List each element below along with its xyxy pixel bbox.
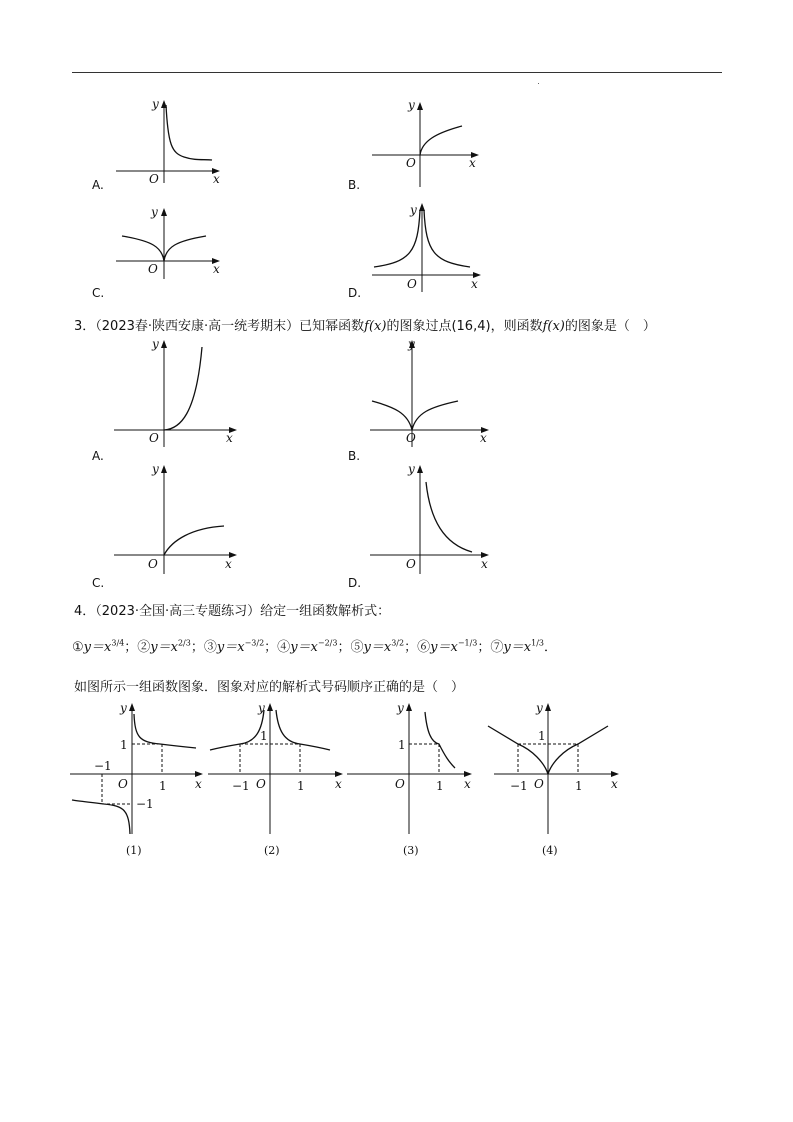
formula-separator: ；	[124, 640, 138, 655]
svg-text:x: x	[213, 262, 220, 276]
q4-formula-5	[350, 640, 404, 655]
q3-text-c: ，则函数	[490, 319, 543, 334]
q3-graph-b	[368, 335, 494, 450]
svg-text:1: 1	[159, 779, 167, 793]
q3-source: （2023春·陕西安康·高一统考期末）	[95, 319, 300, 334]
svg-text:1: 1	[260, 729, 268, 743]
formula-separator: ；	[337, 640, 351, 655]
formula-separator: ；	[264, 640, 278, 655]
q3-option-a[interactable]: A.	[92, 449, 104, 463]
svg-text:−1: −1	[136, 797, 154, 811]
svg-text:1: 1	[538, 729, 546, 743]
formula-base: x	[450, 640, 458, 655]
q4-formula-2	[137, 640, 191, 655]
q4-caption-4: (4)	[542, 844, 558, 857]
q3-option-c[interactable]: C.	[92, 576, 105, 590]
formula-mark: ④	[277, 640, 291, 655]
formula-exponent: 3/4	[111, 638, 125, 648]
svg-text:x: x	[213, 172, 220, 186]
q2-option-b[interactable]: B.	[348, 178, 361, 192]
formula-exponent: −1/3	[457, 638, 478, 648]
q4-formula-4	[277, 640, 337, 655]
svg-text:−1: −1	[510, 779, 528, 793]
formula-separator: ；	[190, 640, 204, 655]
svg-text:x: x	[195, 777, 202, 791]
formula-exponent: −2/3	[317, 638, 338, 648]
svg-text:O: O	[118, 777, 128, 791]
formula-lhs: y＝	[503, 640, 524, 655]
formula-base: x	[237, 640, 245, 655]
q4-source: （2023·全国·高三专题练习）	[95, 604, 261, 619]
svg-text:1: 1	[297, 779, 305, 793]
q4-formula-6	[417, 640, 477, 655]
q4-graph-1	[68, 700, 208, 838]
formula-mark: ⑤	[350, 640, 364, 655]
svg-text:y: y	[152, 462, 159, 476]
q4-caption-3: (3)	[403, 844, 419, 857]
formula-lhs: y＝	[290, 640, 311, 655]
q3-graph-a	[112, 335, 242, 450]
formula-mark: ③	[203, 640, 217, 655]
svg-text:x: x	[464, 777, 471, 791]
svg-text:y: y	[152, 337, 159, 351]
svg-text:O: O	[148, 262, 158, 276]
svg-text:O: O	[534, 777, 544, 791]
speck	[538, 83, 539, 84]
svg-text:x: x	[226, 431, 233, 445]
svg-text:y: y	[408, 337, 415, 351]
q3-option-d[interactable]: D.	[348, 576, 362, 590]
q3-text-d: 的图象是（ ）	[564, 319, 656, 334]
q2-graph-b	[368, 95, 483, 190]
svg-text:O: O	[148, 557, 158, 571]
q2-graph-c	[112, 205, 224, 283]
q2-option-a[interactable]: A.	[92, 178, 104, 192]
q3-text-a: 已知幂函数	[299, 319, 365, 334]
svg-text:y: y	[120, 701, 127, 715]
svg-text:y: y	[408, 98, 415, 112]
formula-base: x	[310, 640, 318, 655]
formula-separator: ；	[477, 640, 491, 655]
formula-base: x	[383, 640, 392, 655]
formula-mark: ⑦	[490, 640, 504, 655]
formula-mark: ②	[137, 640, 151, 655]
svg-text:y: y	[536, 701, 543, 715]
q4-caption-2: (2)	[264, 844, 280, 857]
q3-stem	[74, 315, 656, 334]
svg-text:O: O	[256, 777, 266, 791]
formula-exponent: −3/2	[244, 638, 265, 648]
q2-option-d[interactable]: D.	[348, 286, 362, 300]
svg-text:−1: −1	[94, 759, 112, 773]
q3-point: (16,4)	[451, 319, 491, 334]
q4-prompt: 给定一组函数解析式：	[260, 604, 391, 619]
q2-option-c[interactable]: C.	[92, 286, 105, 300]
formula-mark: ①	[72, 640, 84, 655]
q2-graph-a	[112, 95, 222, 190]
q4-graph-3	[345, 700, 477, 838]
svg-text:1: 1	[120, 738, 128, 752]
svg-text:O: O	[395, 777, 405, 791]
svg-text:x: x	[471, 277, 478, 291]
formula-separator: ．	[544, 640, 558, 655]
svg-text:O: O	[149, 431, 159, 445]
svg-text:O: O	[149, 172, 159, 186]
formula-mark: ⑥	[417, 640, 431, 655]
svg-text:y: y	[152, 97, 159, 111]
svg-text:1: 1	[398, 738, 406, 752]
svg-text:O: O	[406, 156, 416, 170]
svg-text:y: y	[410, 203, 417, 217]
formula-exponent: 3/2	[391, 638, 405, 648]
formula-separator: ；	[404, 640, 418, 655]
header-rule	[72, 72, 722, 73]
svg-text:y: y	[397, 701, 404, 715]
q3-func: f(x)	[364, 319, 387, 334]
q4-stem	[74, 600, 390, 619]
q4-formula-7	[490, 640, 544, 655]
q4-number: 4．	[74, 604, 96, 619]
q4-formula-3	[204, 640, 264, 655]
q4-graph-4	[484, 700, 624, 838]
formula-lhs: y＝	[83, 640, 105, 655]
q2-graph-d	[370, 200, 485, 295]
q3-text-b: 的图象过点	[386, 319, 452, 334]
q3-graph-d	[368, 462, 494, 577]
svg-text:x: x	[335, 777, 342, 791]
formula-lhs: y＝	[150, 640, 171, 655]
formula-exponent: 1/3	[531, 638, 544, 648]
formula-base: x	[523, 640, 532, 655]
svg-text:O: O	[407, 277, 417, 291]
q3-option-b[interactable]: B.	[348, 449, 361, 463]
svg-text:O: O	[406, 431, 416, 445]
formula-base: x	[170, 640, 178, 655]
svg-text:1: 1	[575, 779, 583, 793]
svg-text:x: x	[469, 156, 476, 170]
formula-exponent: 2/3	[177, 638, 191, 648]
formula-base: x	[104, 640, 112, 655]
formula-lhs: y＝	[363, 640, 384, 655]
q3-graph-c	[112, 462, 242, 577]
svg-text:x: x	[225, 557, 232, 571]
q4-caption-1: (1)	[126, 844, 142, 857]
q3-number: 3．	[74, 319, 96, 334]
q4-formula-list	[72, 636, 557, 655]
svg-text:y: y	[408, 462, 415, 476]
svg-text:x: x	[611, 777, 618, 791]
svg-text:O: O	[406, 557, 416, 571]
svg-text:y: y	[151, 205, 158, 219]
q4-graph-2	[206, 700, 348, 838]
svg-text:1: 1	[436, 779, 444, 793]
svg-text:x: x	[481, 557, 488, 571]
q3-func-2: f(x)	[542, 319, 565, 334]
q4-question: 如图所示一组函数图象．图象对应的解析式号码顺序正确的是（ ）	[74, 680, 465, 695]
svg-text:y: y	[258, 701, 265, 715]
svg-text:−1: −1	[232, 779, 250, 793]
formula-lhs: y＝	[216, 640, 238, 655]
svg-text:x: x	[480, 431, 487, 445]
formula-lhs: y＝	[430, 640, 451, 655]
q4-formula-1	[72, 640, 124, 655]
